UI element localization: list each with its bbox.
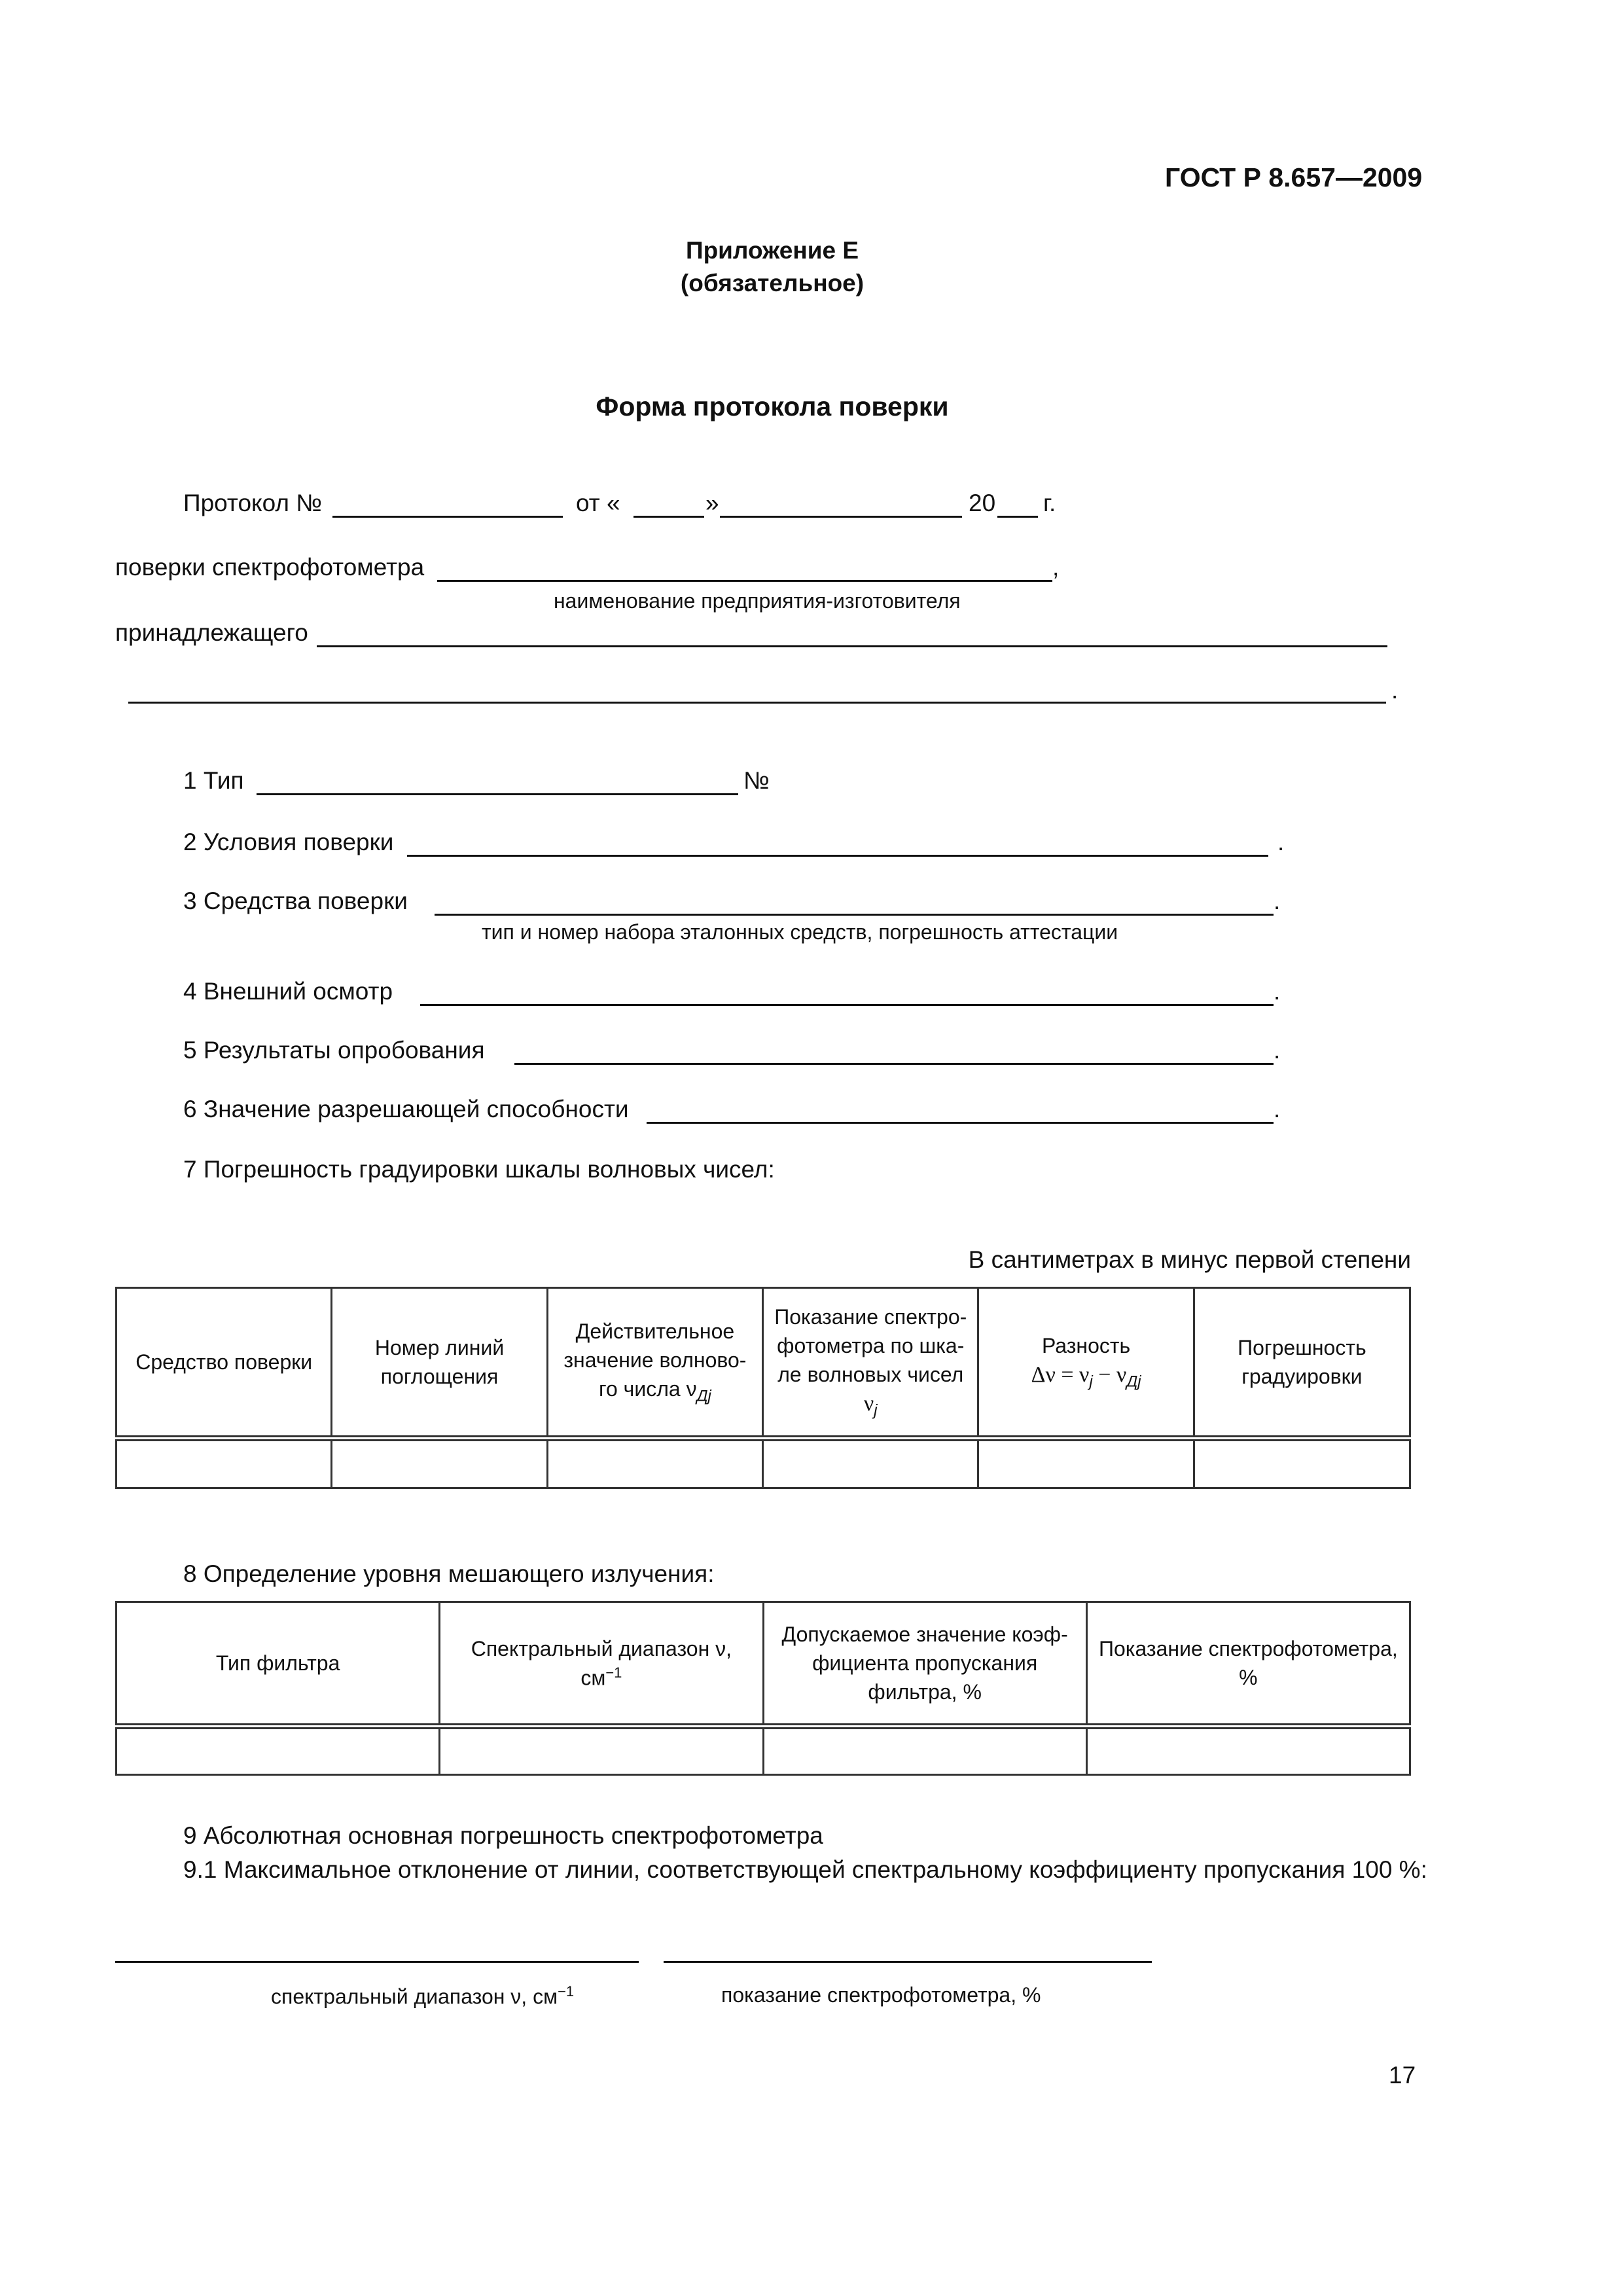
header-means: Средство поверки xyxy=(116,1288,332,1439)
inspection-field[interactable] xyxy=(420,1004,1274,1006)
type-field[interactable] xyxy=(257,793,738,795)
table-row xyxy=(116,1727,1410,1775)
conditions-end: . xyxy=(1277,829,1285,855)
owner-label: принадлежащего xyxy=(115,619,308,646)
table-cell[interactable] xyxy=(1086,1727,1410,1775)
header-difference: Разность $\Delta\nu = \nu_j - \nu_{Дj}$ xyxy=(978,1288,1194,1439)
resolution-field[interactable] xyxy=(647,1122,1274,1124)
header-line-number: Номер линий поглощения xyxy=(332,1288,547,1439)
header-spectral-range: Спектральный диапазон ν, $см^{-1}$ xyxy=(440,1602,763,1727)
year-suffix: г. xyxy=(1043,490,1056,516)
page-number: 17 xyxy=(1389,2062,1416,2089)
table-cell[interactable] xyxy=(1194,1439,1410,1488)
table-header-row xyxy=(116,1602,1410,1727)
item-resolution-label: 6 Значение разрешающей способности xyxy=(183,1096,629,1122)
item-abs-error-label: 9 Абсолютная основная погрешность спектрофотометра xyxy=(183,1822,823,1849)
table-cell[interactable] xyxy=(978,1439,1194,1488)
table-cell[interactable] xyxy=(763,1727,1086,1775)
spectral-range-field[interactable] xyxy=(115,1961,639,1963)
appendix-status: (обязательное) xyxy=(680,270,865,296)
item-inspection-label: 4 Внешний осмотр xyxy=(183,978,393,1005)
appendix-title: Приложение Е xyxy=(685,237,859,264)
wavenumber-table xyxy=(115,1287,1411,1489)
table-cell[interactable] xyxy=(440,1727,763,1775)
item-max-deviation-label: 9.1 Максимальное отклонение от линии, соответствующей спектральному коэффициенту пропускания 100 %: xyxy=(183,1856,1427,1883)
stray-light-table xyxy=(115,1601,1411,1776)
spectral-range-caption: спектральный диапазон ν, $см^{-1}$ xyxy=(271,1983,575,2009)
date-close-quote: » xyxy=(705,490,719,516)
table-cell[interactable] xyxy=(763,1439,978,1488)
conditions-field[interactable] xyxy=(407,855,1268,857)
item-conditions-label: 2 Условия поверки xyxy=(183,829,394,855)
owner-field-2[interactable] xyxy=(128,702,1386,704)
header-filter-type: Тип фильтра xyxy=(116,1602,440,1727)
spectro-reading-caption: показание спектрофотометра, % xyxy=(721,1983,1041,2007)
table-cell[interactable] xyxy=(547,1439,762,1488)
table-cell[interactable] xyxy=(116,1439,332,1488)
spectro-label: поверки спектрофотометра xyxy=(115,554,425,581)
header-reading: Показание спектро- фотометра по шка- ле волновых чисел $\nu_j$ xyxy=(763,1288,978,1439)
owner-end: . xyxy=(1391,677,1399,704)
means-end: . xyxy=(1274,888,1281,914)
table-cell[interactable] xyxy=(332,1439,547,1488)
table-cell[interactable] xyxy=(116,1727,440,1775)
item-means-label: 3 Средства поверки xyxy=(183,888,408,914)
item-stray-light-label: 8 Определение уровня мешающего излучения: xyxy=(183,1560,715,1587)
form-title: Форма протокола поверки xyxy=(596,391,949,422)
serial-number-sign: № xyxy=(743,767,770,794)
table-row xyxy=(116,1439,1410,1488)
protocol-number-field[interactable] xyxy=(332,516,563,518)
protocol-label: Протокол № xyxy=(183,490,322,516)
means-field[interactable] xyxy=(435,914,1274,916)
header-true-wavenumber: Действительное значение волново- го числа $\nu_{Дj}$ xyxy=(547,1288,762,1439)
item-type-label: 1 Тип xyxy=(183,767,244,794)
owner-field-1[interactable] xyxy=(317,645,1387,647)
date-day-field[interactable] xyxy=(633,516,704,518)
testing-field[interactable] xyxy=(514,1063,1274,1065)
header-calibration-error: Погрешность градуировки xyxy=(1194,1288,1410,1439)
header-allowed-transmittance: Допускаемое значение коэф- фициента пропускания фильтра, % xyxy=(763,1602,1086,1727)
item-wavenumber-label: 7 Погрешность градуировки шкалы волновых чисел: xyxy=(183,1156,775,1183)
item-testing-label: 5 Результаты опробования xyxy=(183,1037,485,1064)
date-month-field[interactable] xyxy=(720,516,962,518)
spectro-reading-field[interactable] xyxy=(664,1961,1152,1963)
testing-end: . xyxy=(1274,1037,1281,1064)
inspection-end: . xyxy=(1274,978,1281,1005)
table-header-row xyxy=(116,1288,1410,1439)
date-from-label: от « xyxy=(576,490,620,516)
manufacturer-caption: наименование предприятия-изготовителя xyxy=(554,589,961,613)
resolution-end: . xyxy=(1274,1096,1281,1122)
year-field[interactable] xyxy=(997,516,1038,518)
year-prefix: 20 xyxy=(969,490,996,516)
header-spectro-reading: Показание спектрофотометра, % xyxy=(1086,1602,1410,1727)
spectro-end: , xyxy=(1052,554,1060,581)
units-note: В сантиметрах в минус первой степени xyxy=(968,1246,1411,1273)
means-caption: тип и номер набора эталонных средств, погрешность аттестации xyxy=(482,920,1118,944)
manufacturer-field[interactable] xyxy=(437,580,1052,582)
standard-designation: ГОСТ Р 8.657—2009 xyxy=(1165,162,1423,192)
